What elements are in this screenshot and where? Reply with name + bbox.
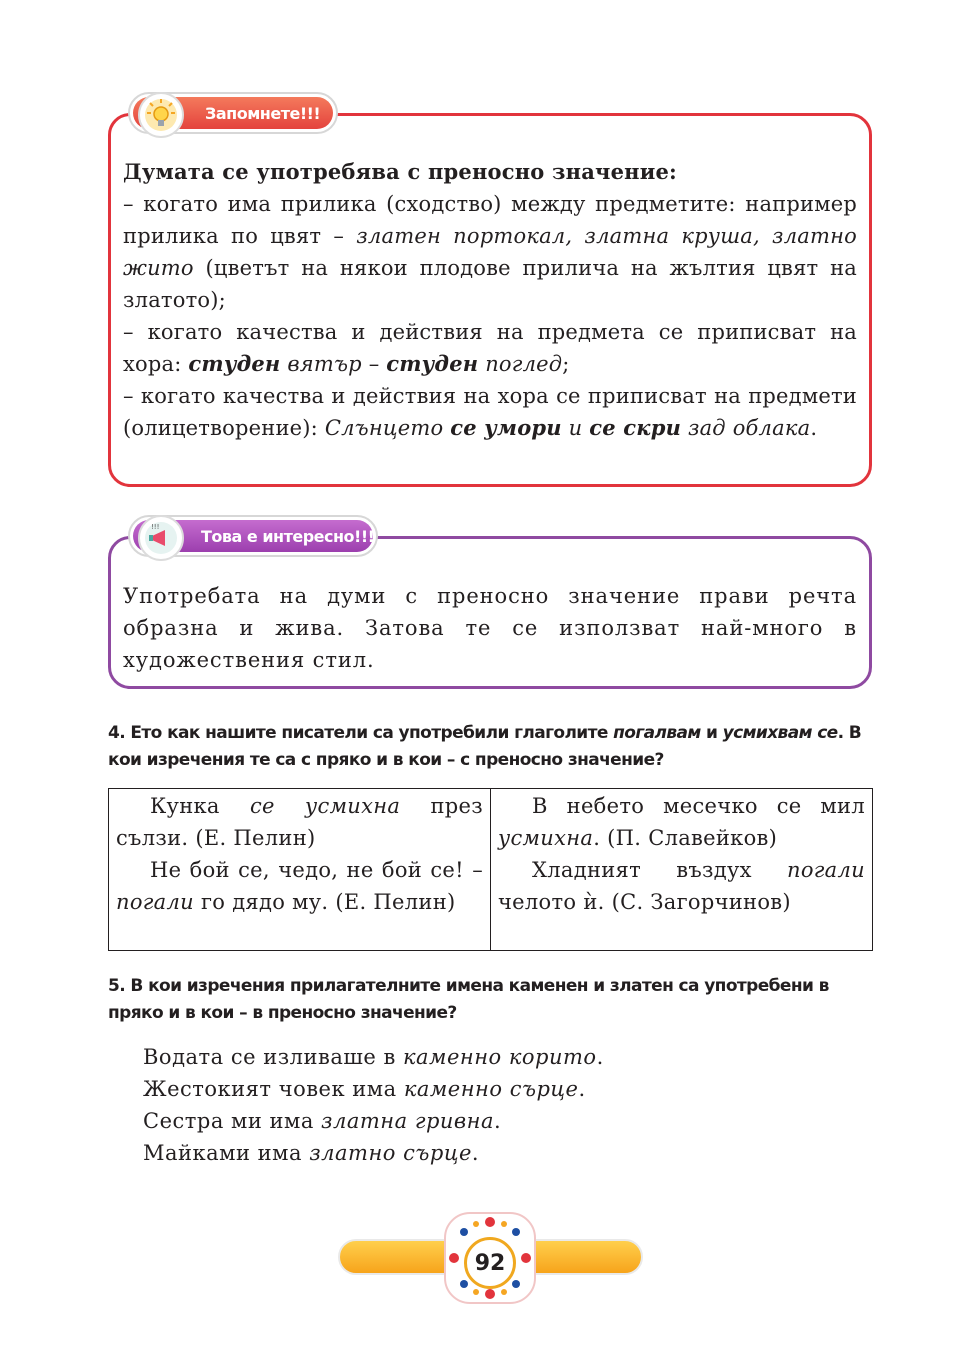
sentence-list	[143, 1041, 604, 1169]
remember-point-1: – когато има прилика (сходство) между предметите: например прилика по цвят – златен портокал, златна круша, златно жито (цветът на някои плодове прилича на жълтия цвят на златото);	[123, 192, 857, 312]
list-item: Майками има златно сърце.	[143, 1141, 480, 1165]
interesting-badge-label: Това е интересно!!!	[201, 526, 375, 546]
remember-point-2: – когато качества и действия на предмета се приписват на хора: студен вятър – студен поглед;	[123, 320, 857, 376]
table-sentence: В небето месечко се мил усмихна. (П. Славейков)	[498, 794, 865, 850]
interesting-badge	[128, 515, 378, 557]
remember-badge	[128, 92, 338, 134]
remember-badge-label: Запомнете!!!	[205, 103, 321, 123]
list-item: Водата се изливаше в каменно корито.	[143, 1045, 604, 1069]
lightbulb-icon	[138, 92, 184, 138]
remember-point-3: – когато качества и действия на хора се приписват на предмети (олицетворение): Слънцето се умори и се скри зад облака.	[123, 384, 857, 440]
interesting-text: Употребата на думи с преносно значение прави речта образна и жива. Затова те се използват най-много в художествения стил.	[123, 584, 857, 672]
interesting-box	[108, 536, 872, 689]
task-4: 4. Ето как нашите писатели са употребили глаголите погалвам и усмихвам се. В кои изречения те са с пряко и в кои – с преносно значение?	[108, 723, 862, 770]
list-item: Жестокият човек има каменно сърце.	[143, 1077, 586, 1101]
megaphone-icon	[138, 515, 184, 561]
table-cell-left	[109, 789, 491, 950]
task-5: 5. В кои изречения прилагателните имена каменен и златен са употребени в пряко и в кои – в преносно значение?	[108, 976, 829, 1023]
remember-text	[123, 156, 857, 444]
remember-title: Думата се употребява с преносно значение:	[123, 159, 677, 184]
svg-text:!!!: !!!	[151, 523, 160, 531]
examples-table	[108, 788, 873, 951]
list-item: Сестра ми има златна гривна.	[143, 1109, 502, 1133]
table-sentence: Кунка се усмихна през сълзи. (Е. Пелин)	[116, 794, 483, 850]
page-number: 92	[464, 1237, 516, 1289]
table-sentence: Не бой се, чедо, не бой се! – погали го дядо му. (Е. Пелин)	[116, 858, 483, 914]
table-sentence: Хладният въздух погали челото ѝ. (С. Загорчинов)	[498, 858, 865, 914]
remember-box	[108, 113, 872, 487]
table-cell-right	[491, 789, 872, 950]
